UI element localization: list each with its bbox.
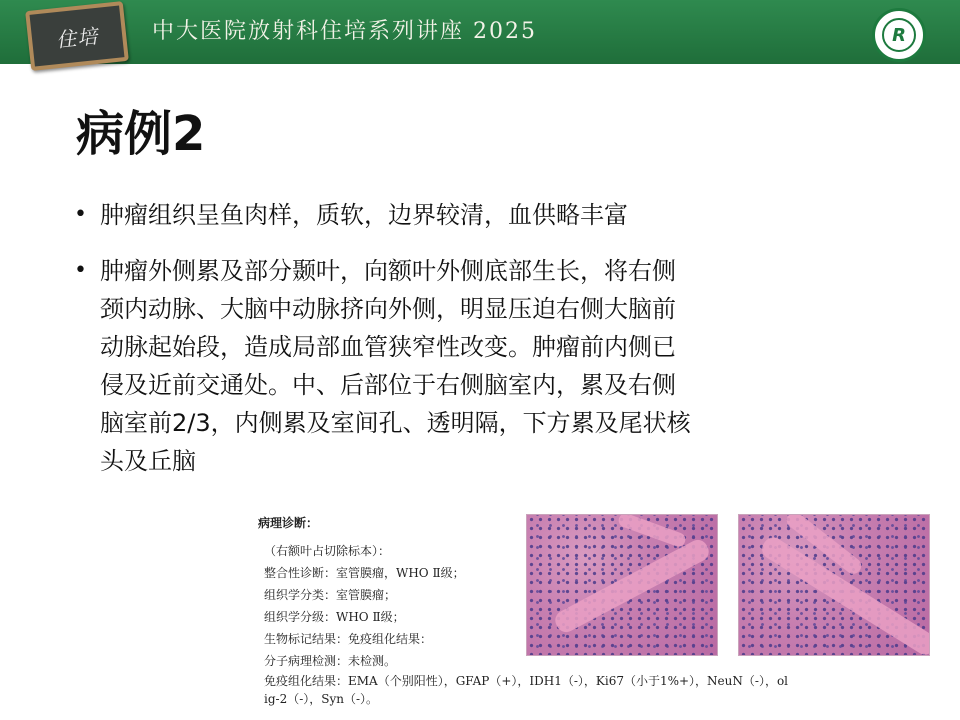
bullet-dot: • (74, 258, 87, 283)
pathology-report-panel (258, 510, 948, 710)
bullet-line: 头及丘脑 (100, 447, 196, 475)
pathology-line: 组织学分类：室管膜瘤； (264, 588, 397, 602)
bullet-line: 肿瘤外侧累及部分颞叶，向额叶外侧底部生长，将右侧 (100, 257, 676, 285)
bullet-list (74, 196, 894, 480)
bullet-line: 颈内动脉、大脑中动脉挤向外侧，明显压迫右侧大脑前 (100, 295, 676, 323)
bullet-dot: • (74, 202, 87, 227)
hospital-logo (872, 8, 926, 62)
histology-image-left (526, 514, 718, 656)
pathology-line: （右额叶占切除标本）： (264, 544, 391, 558)
pathology-line: 分子病理检测：未检测。 (264, 654, 397, 668)
residency-badge (25, 1, 129, 71)
slide-title: 病例2 (76, 106, 206, 162)
pathology-line: 生物标记结果：免疫组化结果： (264, 632, 433, 646)
pathology-heading: 病理诊断： (258, 516, 319, 530)
pathology-line: 组织学分级：WHO Ⅱ级； (264, 610, 405, 624)
pathology-line: 整合性诊断：室管膜瘤，WHO Ⅱ级； (264, 566, 465, 580)
bullet-item-1 (74, 196, 894, 234)
bullet-line: 肿瘤组织呈鱼肉样，质软，边界较清，血供略丰富 (100, 201, 628, 229)
bullet-line: 动脉起始段，造成局部血管狭窄性改变。肿瘤前内侧已 (100, 333, 676, 361)
histology-image-right (738, 514, 930, 656)
pathology-line: ig-2（-），Syn（-）。 (264, 692, 379, 706)
lecture-series-title: 中大医院放射科住培系列讲座 2025 (152, 19, 537, 44)
header-bar (0, 0, 960, 64)
badge-text: 住培 (55, 23, 100, 52)
logo-mark: R (882, 18, 916, 52)
bullet-line: 脑室前2/3，内侧累及室间孔、透明隔，下方累及尾状核 (100, 409, 691, 437)
pathology-line: 免疫组化结果：EMA（个别阳性），GFAP（+），IDH1（-），Ki67（小于1%+），NeuN（-），ol (264, 674, 789, 688)
bullet-item-2 (74, 252, 894, 480)
bullet-line: 侵及近前交通处。中、后部位于右侧脑室内，累及右侧 (100, 371, 676, 399)
